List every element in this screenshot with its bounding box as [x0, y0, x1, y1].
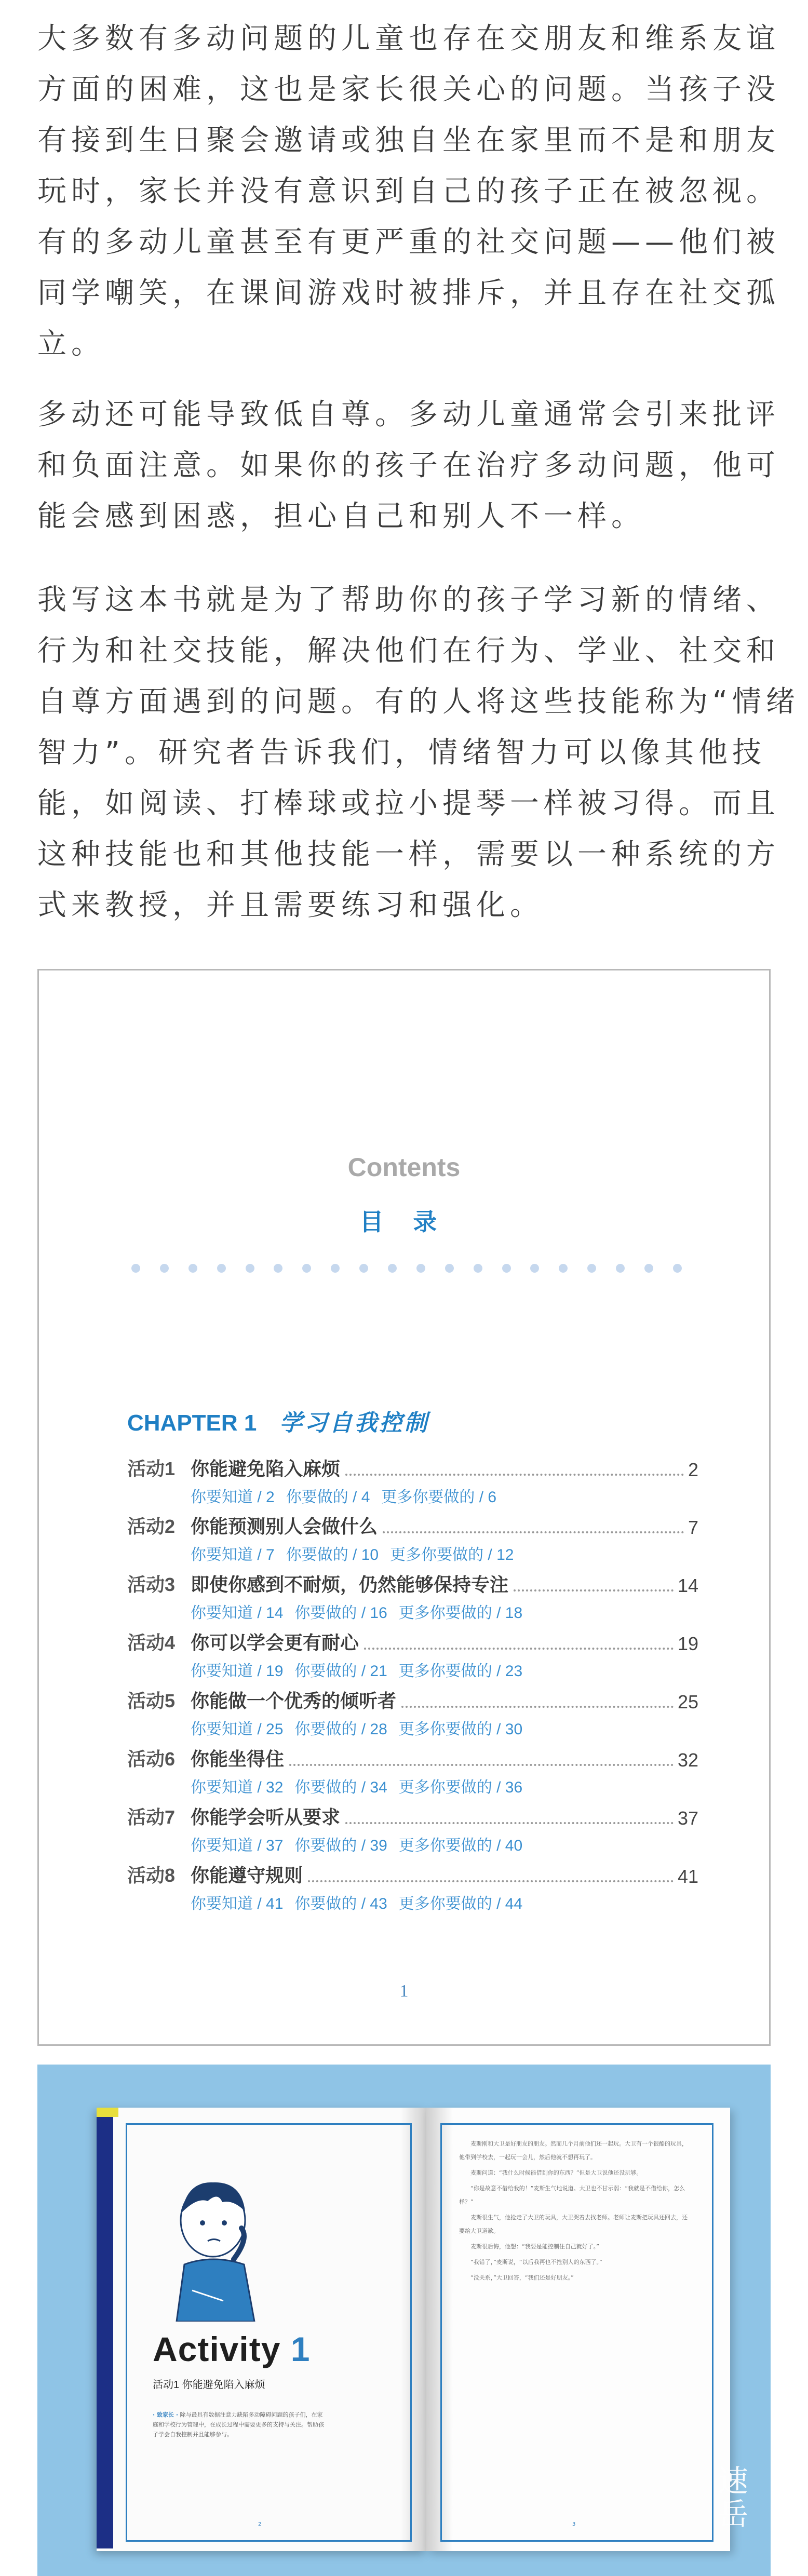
parent-note [153, 2410, 324, 2439]
entry-page: 37 [677, 1808, 698, 1829]
text-line: 行为和社交技能，解决他们在行为、学业、社交和 [37, 634, 780, 668]
text-line: 多动还可能导致低自尊。多动儿童通常会引来批评 [37, 398, 780, 431]
open-book-photo [37, 2065, 771, 2576]
text-line: 有的多动儿童甚至有更严重的社交问题——他们被 [37, 225, 780, 259]
entry-subitems: 你要知道 / 7 你要做的 / 10 更多你要做的 / 12 [191, 1546, 514, 1563]
entry-subitems: 你要知道 / 32 你要做的 / 34 更多你要做的 / 36 [191, 1779, 523, 1796]
toc-entry-3 [127, 1572, 698, 1623]
text-line: 方面的困难，这也是家长很关心的问题。当孩子没 [37, 73, 780, 106]
contents-heading: Contents [347, 1153, 461, 1182]
paragraph-1 [37, 14, 780, 370]
text-line: 能，如阅读、打棒球或拉小提琴一样被习得。而且 [37, 787, 780, 820]
entry-label: 活动3 [127, 1574, 176, 1595]
yellow-tab [97, 2108, 118, 2117]
text-line: 大多数有多动问题的儿童也存在交朋友和维系友谊 [37, 22, 780, 56]
entry-page: 2 [688, 1459, 698, 1480]
mulu-heading: 目 录 [359, 1208, 449, 1235]
right-page-text [459, 2137, 693, 2287]
entry-label: 活动8 [127, 1865, 176, 1886]
toc-entry-7 [127, 1804, 698, 1855]
text-line: 玩时，家长并没有意识到自己的孩子正在被忽视。 [37, 174, 780, 208]
toc-page-number: 1 [399, 1981, 409, 2001]
text-line: 式来教授，并且需要练习和强化。 [37, 888, 544, 922]
dot-divider [131, 1264, 682, 1273]
story-paragraph: 麦斯很后悔，他想：“我要是能控制住自己就好了。” [470, 2243, 599, 2250]
story-paragraph: “我错了，”麦斯说，“以后我再也不抢别人的东西了。” [470, 2259, 602, 2265]
entry-label: 活动4 [127, 1632, 176, 1653]
chapter-heading [127, 1404, 429, 1437]
toc-entry-2 [127, 1514, 698, 1565]
entry-title: 你能学会听从要求 [191, 1806, 341, 1828]
chapter-title: 学习自我控制 [279, 1410, 429, 1436]
text-line: 同学嘲笑，在课间游戏时被排斥，并且存在社交孤 [37, 276, 780, 310]
chapter-label: CHAPTER 1 [127, 1410, 257, 1436]
toc-entry-8 [127, 1863, 698, 1913]
entry-label: 活动7 [127, 1806, 176, 1828]
activity-number: 1 [290, 2330, 311, 2368]
entry-page: 7 [688, 1517, 698, 1538]
entry-title: 你能避免陷入麻烦 [191, 1458, 341, 1479]
story-paragraph: 麦斯很生气，他抢走了大卫的玩具，大卫哭着去找老师。老师让麦斯把玩具还回去，还要给大卫道歉。 [459, 2214, 688, 2234]
parent-note-label: · 致家长 · [153, 2411, 179, 2418]
entry-subitems: 你要知道 / 2 你要做的 / 4 更多你要做的 / 6 [191, 1489, 497, 1506]
story-paragraph: “你是故意不借给我的！”麦斯生气地说道。大卫也不甘示弱：“我就是不借给你，怎么样？” [459, 2185, 685, 2205]
entry-title: 你能预测别人会做什么 [191, 1516, 378, 1537]
toc-entry-4 [127, 1630, 698, 1681]
text-line: 智力”。研究者告诉我们，情绪智力可以像其他技 [37, 736, 766, 770]
navy-edge-bar [97, 2116, 113, 2548]
text-line: 我写这本书就是为了帮助你的孩子学习新的情绪、 [37, 583, 780, 617]
activity-heading [153, 2329, 310, 2369]
entry-title: 即使你感到不耐烦，仍然能够保持专注 [191, 1574, 509, 1595]
entry-title: 你能坐得住 [191, 1748, 285, 1770]
entry-subitems: 你要知道 / 25 你要做的 / 28 更多你要做的 / 30 [191, 1721, 523, 1738]
entry-label: 活动6 [127, 1748, 176, 1770]
text-line: 能会感到困惑，担心自己和别人不一样。 [37, 500, 645, 533]
story-paragraph: 麦斯刚和大卫是好朋友的朋友。然而几个月前他们还一起玩。大卫有一个很酷的玩具，他带到学校去，一起玩一会儿，然后他就不想再玩了。 [459, 2140, 688, 2161]
story-paragraph: “没关系，”大卫回答，“我们还是好朋友。” [470, 2274, 574, 2281]
text-line: 和负面注意。如果你的孩子在治疗多动问题，他可 [37, 449, 780, 482]
text-line: 有接到生日聚会邀请或独自坐在家里而不是和朋友 [37, 124, 780, 157]
entry-title: 你能做一个优秀的倾听者 [191, 1690, 397, 1711]
text-line: 自尊方面遇到的问题。有的人将这些技能称为“情绪 [37, 685, 800, 719]
story-paragraph: 麦斯问道：“我什么时候能借到你的东西？”但是大卫说他还没玩够。 [470, 2169, 642, 2176]
right-page-number: 3 [572, 2521, 576, 2527]
toc-page-image [37, 969, 771, 2046]
activity-word: Activity [153, 2330, 281, 2368]
entry-page: 41 [677, 1866, 698, 1887]
entry-subitems: 你要知道 / 19 你要做的 / 21 更多你要做的 / 23 [191, 1663, 523, 1680]
entry-subitems: 你要知道 / 37 你要做的 / 39 更多你要做的 / 40 [191, 1837, 523, 1854]
toc-entry-6 [127, 1746, 698, 1797]
child-illustration-icon [156, 2171, 275, 2322]
toc-entry-1 [127, 1456, 698, 1507]
entry-subitems: 你要知道 / 41 你要做的 / 43 更多你要做的 / 44 [191, 1895, 523, 1912]
entry-label: 活动2 [127, 1516, 176, 1537]
activity-subtitle: 活动1 你能避免陷入麻烦 [153, 2379, 265, 2391]
text-line: 这种技能也和其他技能一样，需要以一种系统的方 [37, 838, 780, 871]
watermark-logo: 速岳 [718, 2463, 748, 2532]
entry-label: 活动5 [127, 1690, 176, 1711]
entry-page: 25 [677, 1691, 698, 1712]
paragraph-2 [37, 389, 780, 542]
text-line: 立。 [37, 327, 105, 361]
left-page-number: 2 [258, 2521, 262, 2527]
entry-subitems: 你要知道 / 14 你要做的 / 16 更多你要做的 / 18 [191, 1604, 523, 1622]
entry-page: 32 [677, 1749, 698, 1771]
entry-title: 你可以学会更有耐心 [191, 1632, 359, 1653]
paragraph-3 [37, 575, 800, 931]
toc-entry-5 [127, 1688, 698, 1739]
entry-page: 19 [677, 1633, 698, 1654]
parent-note-text: 除与最具有数据注意力缺陷多动障碍问题的孩子们，在家庭和学校行为管理中，在成长过程中需要更多的支持与关注。帮助孩子学会自我控制并且能够参与。 [153, 2411, 324, 2438]
entry-label: 活动1 [127, 1458, 176, 1479]
entry-title: 你能遵守规则 [191, 1865, 303, 1886]
entry-page: 14 [677, 1575, 698, 1596]
